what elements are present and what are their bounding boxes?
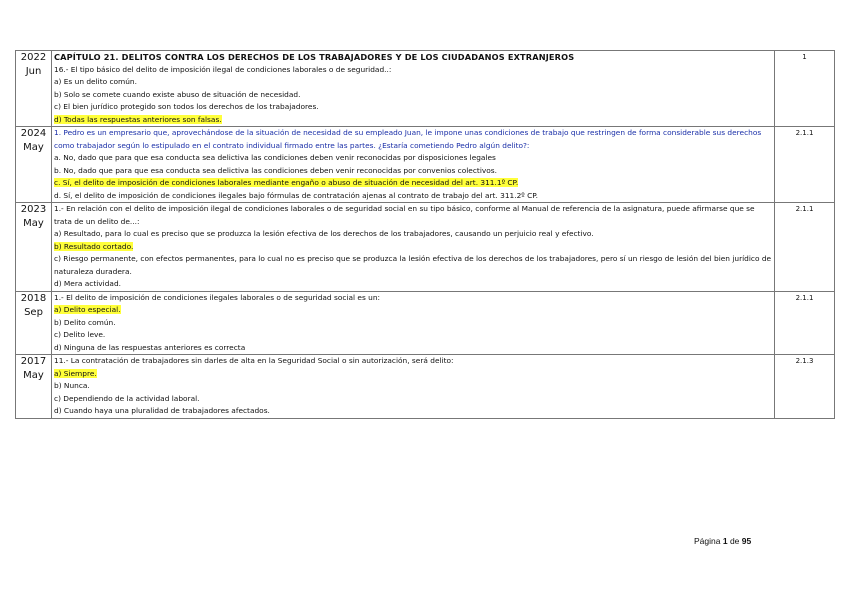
page-of: de: [729, 536, 740, 546]
month: May: [23, 218, 44, 229]
option-a: a) Resultado, para lo cual es preciso que se produzca la lesión efectiva de los derechos de los trabajadores, causando un perjuicio real y efectivo.: [54, 229, 594, 238]
option-c: c. Sí, el delito de imposición de condiciones laborales mediante engaño o abuso de situación de necesidad del art. 311.1º CP.: [54, 178, 519, 187]
reference-cell: 2.1.3: [775, 355, 835, 419]
option-d: d) Ninguna de las respuestas anteriores es correcta: [54, 342, 246, 352]
reference-cell: 2.1.1: [775, 291, 835, 355]
option-c: c) El bien jurídico protegido son todos los derechos de los trabajadores.: [54, 102, 319, 111]
question-text: 11.- La contratación de trabajadores sin darles de alta en la Seguridad Social o sin autorización, será delito:: [54, 356, 454, 365]
date-cell: [16, 127, 52, 203]
table-row: [16, 203, 835, 292]
question-cell: [52, 291, 775, 355]
option-a: a) Siempre.: [54, 368, 97, 378]
question-cell: [52, 355, 775, 419]
date-cell: [16, 355, 52, 419]
option-b: b) Resultado cortado.: [54, 241, 134, 251]
option-d: d) Cuando haya una pluralidad de trabajadores afectados.: [54, 406, 270, 415]
year: 2018: [20, 292, 47, 304]
reference-cell: 2.1.1: [775, 203, 835, 292]
table-row: [16, 355, 835, 419]
table-row: [16, 291, 835, 355]
option-b: b) Solo se comete cuando existe abuso de situación de necesidad.: [54, 89, 301, 99]
month: Sep: [24, 306, 43, 318]
month: May: [23, 370, 44, 381]
option-c: c) Delito leve.: [54, 330, 106, 339]
option-b: b. No, dado que para que esa conducta sea delictiva las condiciones deben venir reconocidas por convenios colectivos.: [54, 165, 497, 175]
date-cell: [16, 291, 52, 355]
question-text: 1.- En relación con el delito de imposición ilegal de condiciones laborales o de seguridad social en su tipo básico, conforme al Manual de referencia de la asignatura, puede afirmarse que se trata de un delito de...:: [54, 204, 755, 226]
page-label: Página: [694, 536, 721, 546]
month: May: [23, 142, 44, 153]
question-cell: [52, 203, 775, 292]
option-b: b) Delito común.: [54, 317, 116, 327]
option-a: a) Es un delito común.: [54, 77, 137, 86]
year: 2024: [20, 128, 47, 139]
option-c: c) Dependiendo de la actividad laboral.: [54, 393, 200, 403]
chapter-title: CAPÍTULO 21. DELITOS CONTRA LOS DERECHOS DE LOS TRABAJADORES Y DE LOS CIUDADANOS EXTRANJEROS: [54, 52, 575, 62]
option-b: b) Nunca.: [54, 381, 90, 390]
option-d: d. Sí, el delito de imposición de condiciones ilegales bajo fórmulas de contratación ajenas al contrato de trabajo del art. 311.2º CP.: [54, 190, 538, 200]
year: 2023: [20, 204, 47, 215]
option-d: d) Todas las respuestas anteriores son falsas.: [54, 114, 222, 124]
question-cell: [52, 127, 775, 203]
option-d: d) Mera actividad.: [54, 279, 121, 288]
option-a: a. No, dado que para que esa conducta sea delictiva las condiciones deben venir reconocidas por disposiciones legales: [54, 153, 496, 162]
table-row: [16, 51, 835, 127]
question-text: 16.- El tipo básico del delito de imposición ilegal de condiciones laborales o de seguridad..:: [54, 64, 392, 74]
table-row: [16, 127, 835, 203]
year: 2017: [20, 356, 47, 367]
reference-cell: 1: [775, 51, 835, 127]
page-total: 95: [741, 536, 752, 546]
option-a: a) Delito especial.: [54, 305, 121, 314]
reference-cell: 2.1.1: [775, 127, 835, 203]
date-cell: [16, 203, 52, 292]
month: Jun: [25, 66, 42, 77]
question-text: 1.- El delito de imposición de condiciones ilegales laborales o de seguridad social es un:: [54, 292, 380, 302]
page-number: 1: [722, 536, 728, 546]
option-c: c) Riesgo permanente, con efectos permanentes, para lo cual no es preciso que se produzca la lesión efectiva de los derechos de los trabajadores, pero sí un riesgo de lesión del bien jurídico de naturaleza duradera.: [54, 254, 772, 276]
questions-table: [15, 50, 835, 419]
date-cell: [16, 51, 52, 127]
page-footer: [694, 536, 751, 546]
question-text: 1. Pedro es un empresario que, aprovechándose de la situación de necesidad de su empleado Juan, le impone unas condiciones de trabajo que restringen de forma considerable sus derechos como trabajador según lo estipulado en el contrato individual firmado entre las partes. ¿Estaría cometiendo Pedro algún delito?:: [54, 128, 762, 150]
question-cell: [52, 51, 775, 127]
year: 2022: [20, 52, 47, 63]
